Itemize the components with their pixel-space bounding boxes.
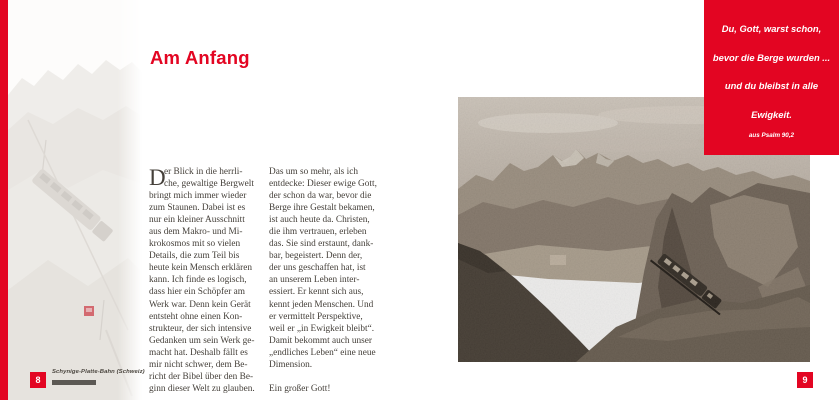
chapter-title: Am Anfang	[150, 47, 250, 68]
body-column-1	[149, 166, 265, 395]
text-line: weil er „in Ewigkeit bleibt“.	[269, 323, 375, 334]
page-number-right: 9	[797, 372, 813, 388]
body-column-2	[269, 166, 391, 395]
psalm-quote-box	[704, 0, 839, 155]
text-line: mir nicht schwer, dem Be-	[149, 359, 248, 370]
text-line: krokosmos mit so vielen	[149, 239, 241, 250]
text-line: der uns geschaffen hat, ist	[269, 263, 366, 274]
text-line: kann. Ich finde es logisch,	[149, 275, 247, 286]
text-line: kennt jeden Menschen. Und	[269, 299, 374, 310]
text-line: bar, begeistert. Denn der,	[269, 251, 363, 262]
text-line: an unserem Leben inter-	[269, 275, 360, 286]
text-line: dass hier ein Schöpfer am	[149, 287, 246, 298]
text-line: Dimension.	[269, 359, 313, 370]
text-line: macht hat. Deshalb fällt es	[149, 347, 248, 358]
text-line: die ihm vertrauen, erleben	[269, 227, 367, 238]
text-line: richt der Bibel über den Be-	[149, 371, 254, 382]
text-line: strukteur, der sich intensive	[149, 323, 252, 334]
text-line: er Blick in die herrli-	[164, 167, 243, 177]
text-line: zum Staunen. Dabei ist es	[149, 203, 246, 214]
text-line: che, gewaltige Bergwelt	[164, 179, 254, 190]
ghost-railway-photo	[8, 0, 142, 400]
text-line: Das um so mehr, als ich	[269, 167, 358, 177]
psalm-quote-source: aus Psalm 90,2	[748, 132, 795, 139]
text-line: entsteht ohne einen Kon-	[149, 311, 243, 322]
text-line: Damit bekommt auch unser	[269, 335, 373, 346]
ghost-photo-caption: Schynige-Platte-Bahn (Schweiz)	[52, 369, 145, 375]
text-line	[269, 371, 391, 383]
text-line: der schon da war, bevor die	[269, 191, 372, 202]
text-line: Du, Gott, warst schon,	[721, 23, 822, 34]
text-line: Berge ihre Gestalt bekamen,	[269, 203, 375, 214]
text-line: bringt mich immer wieder	[149, 191, 247, 202]
text-line: „endliches Leben“ eine neue	[269, 347, 376, 358]
caption-rule	[52, 380, 96, 385]
text-line: er vermittelt Perspektive,	[269, 311, 363, 322]
text-line: essiert. Er kennt sich aus,	[269, 287, 364, 298]
text-line: ist auch heute da. Christen,	[269, 215, 370, 226]
text-line: Gedanken um sein Werk ge-	[149, 335, 255, 346]
text-line: Ein großer Gott!	[269, 383, 331, 394]
page-number-left: 8	[30, 372, 46, 388]
dropcap: D	[149, 165, 166, 190]
text-line: aus dem Makro- und Mi-	[149, 227, 243, 238]
spine-accent-bar	[0, 0, 8, 400]
text-line: bevor die Berge wurden ...	[712, 51, 831, 63]
text-line: entdecke: Dieser ewige Gott,	[269, 179, 377, 190]
text-line: das. Sie sind erstaunt, dank-	[269, 239, 374, 250]
text-line: ginn dieser Welt zu glauben.	[149, 383, 255, 394]
text-line: Details, die zum Teil bis	[149, 251, 240, 262]
text-line: Ewigkeit.	[751, 108, 792, 120]
psalm-quote-lines	[704, 15, 839, 129]
text-line: Werk war. Denn kein Gerät	[149, 299, 251, 310]
text-line: heute kein Mensch erklären	[149, 263, 252, 274]
text-line: und du bleibst in alle	[724, 80, 819, 91]
text-line: nur ein kleiner Ausschnitt	[149, 215, 245, 226]
